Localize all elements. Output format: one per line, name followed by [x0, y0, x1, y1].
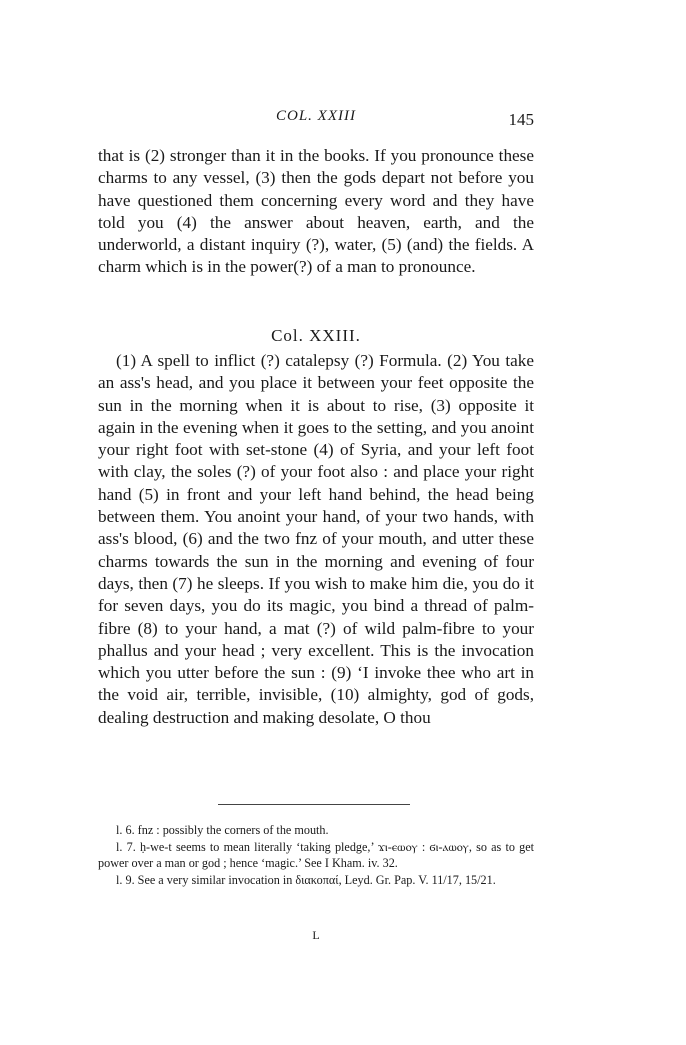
column-heading: Col. XXIII. — [271, 326, 361, 345]
footnote-line-9: l. 9. See a very similar invocation in διακοπαί, Leyd. Gr. Pap. V. 11/17, 15/21. — [116, 872, 496, 887]
signature-mark: L — [312, 928, 320, 942]
paragraph-spell: (1) A spell to inflict (?) catalepsy (?) Formula. (2) You take an ass's head, and you place it between your feet opposite the sun in the morning when it is about to rise, (3) opposite it again in the evening when it goes to the setting, and you anoint your right foot with set-stone (4) of Syria, and your left foot with clay, the soles (?) of your foot also : and place your right hand (5) in front and your left hand behind, the head being between them. You anoint your hand, of your two hands, with ass's blood, (6) and the two fnz of your mouth, and utter these charms towards the sun in the morning and evening of four days, then (7) he sleeps. If you wish to make him die, you do it for seven days, you do its magic, you bind a thread of palm-fibre (8) to your hand, a mat (?) of wild palm-fibre to your phallus and your head ; very excellent. This is the invocation which you utter before the sun : (9) ‘I invoke thee who art in the void air, terrible, invisible, (10) almighty, god of gods, dealing destruction and making desolate, O thou — [98, 351, 534, 727]
footnotes — [98, 822, 534, 888]
footnote-line-6: l. 6. fnz : possibly the corners of the mouth. — [116, 823, 329, 837]
footnote-rule — [218, 804, 410, 805]
footnote-line-7: l. 7. ḥ-we-t seems to mean literally ‘taking pledge,’ ϫⲓ-ⲉⲱⲟⲩ : ϭⲓ-ⲁⲱⲟⲩ, so as to get power over a man or god ; hence ‘magic.’ See I Kham. iv. 32. — [98, 839, 534, 870]
page-number: 145 — [508, 110, 534, 129]
running-head-title: COL. XXIII — [276, 108, 356, 124]
running-head — [98, 108, 534, 130]
paragraph-continued: that is (2) stronger than it in the books. If you pronounce these charms to any vessel, (3) then the gods depart not before you have questioned them concerning every word and they have told you (4) the answer about heaven, earth, and the underworld, a distant inquiry (?), water, (5) (and) the fields. A charm which is in the power(?) of a man to pronounce. — [98, 146, 534, 277]
